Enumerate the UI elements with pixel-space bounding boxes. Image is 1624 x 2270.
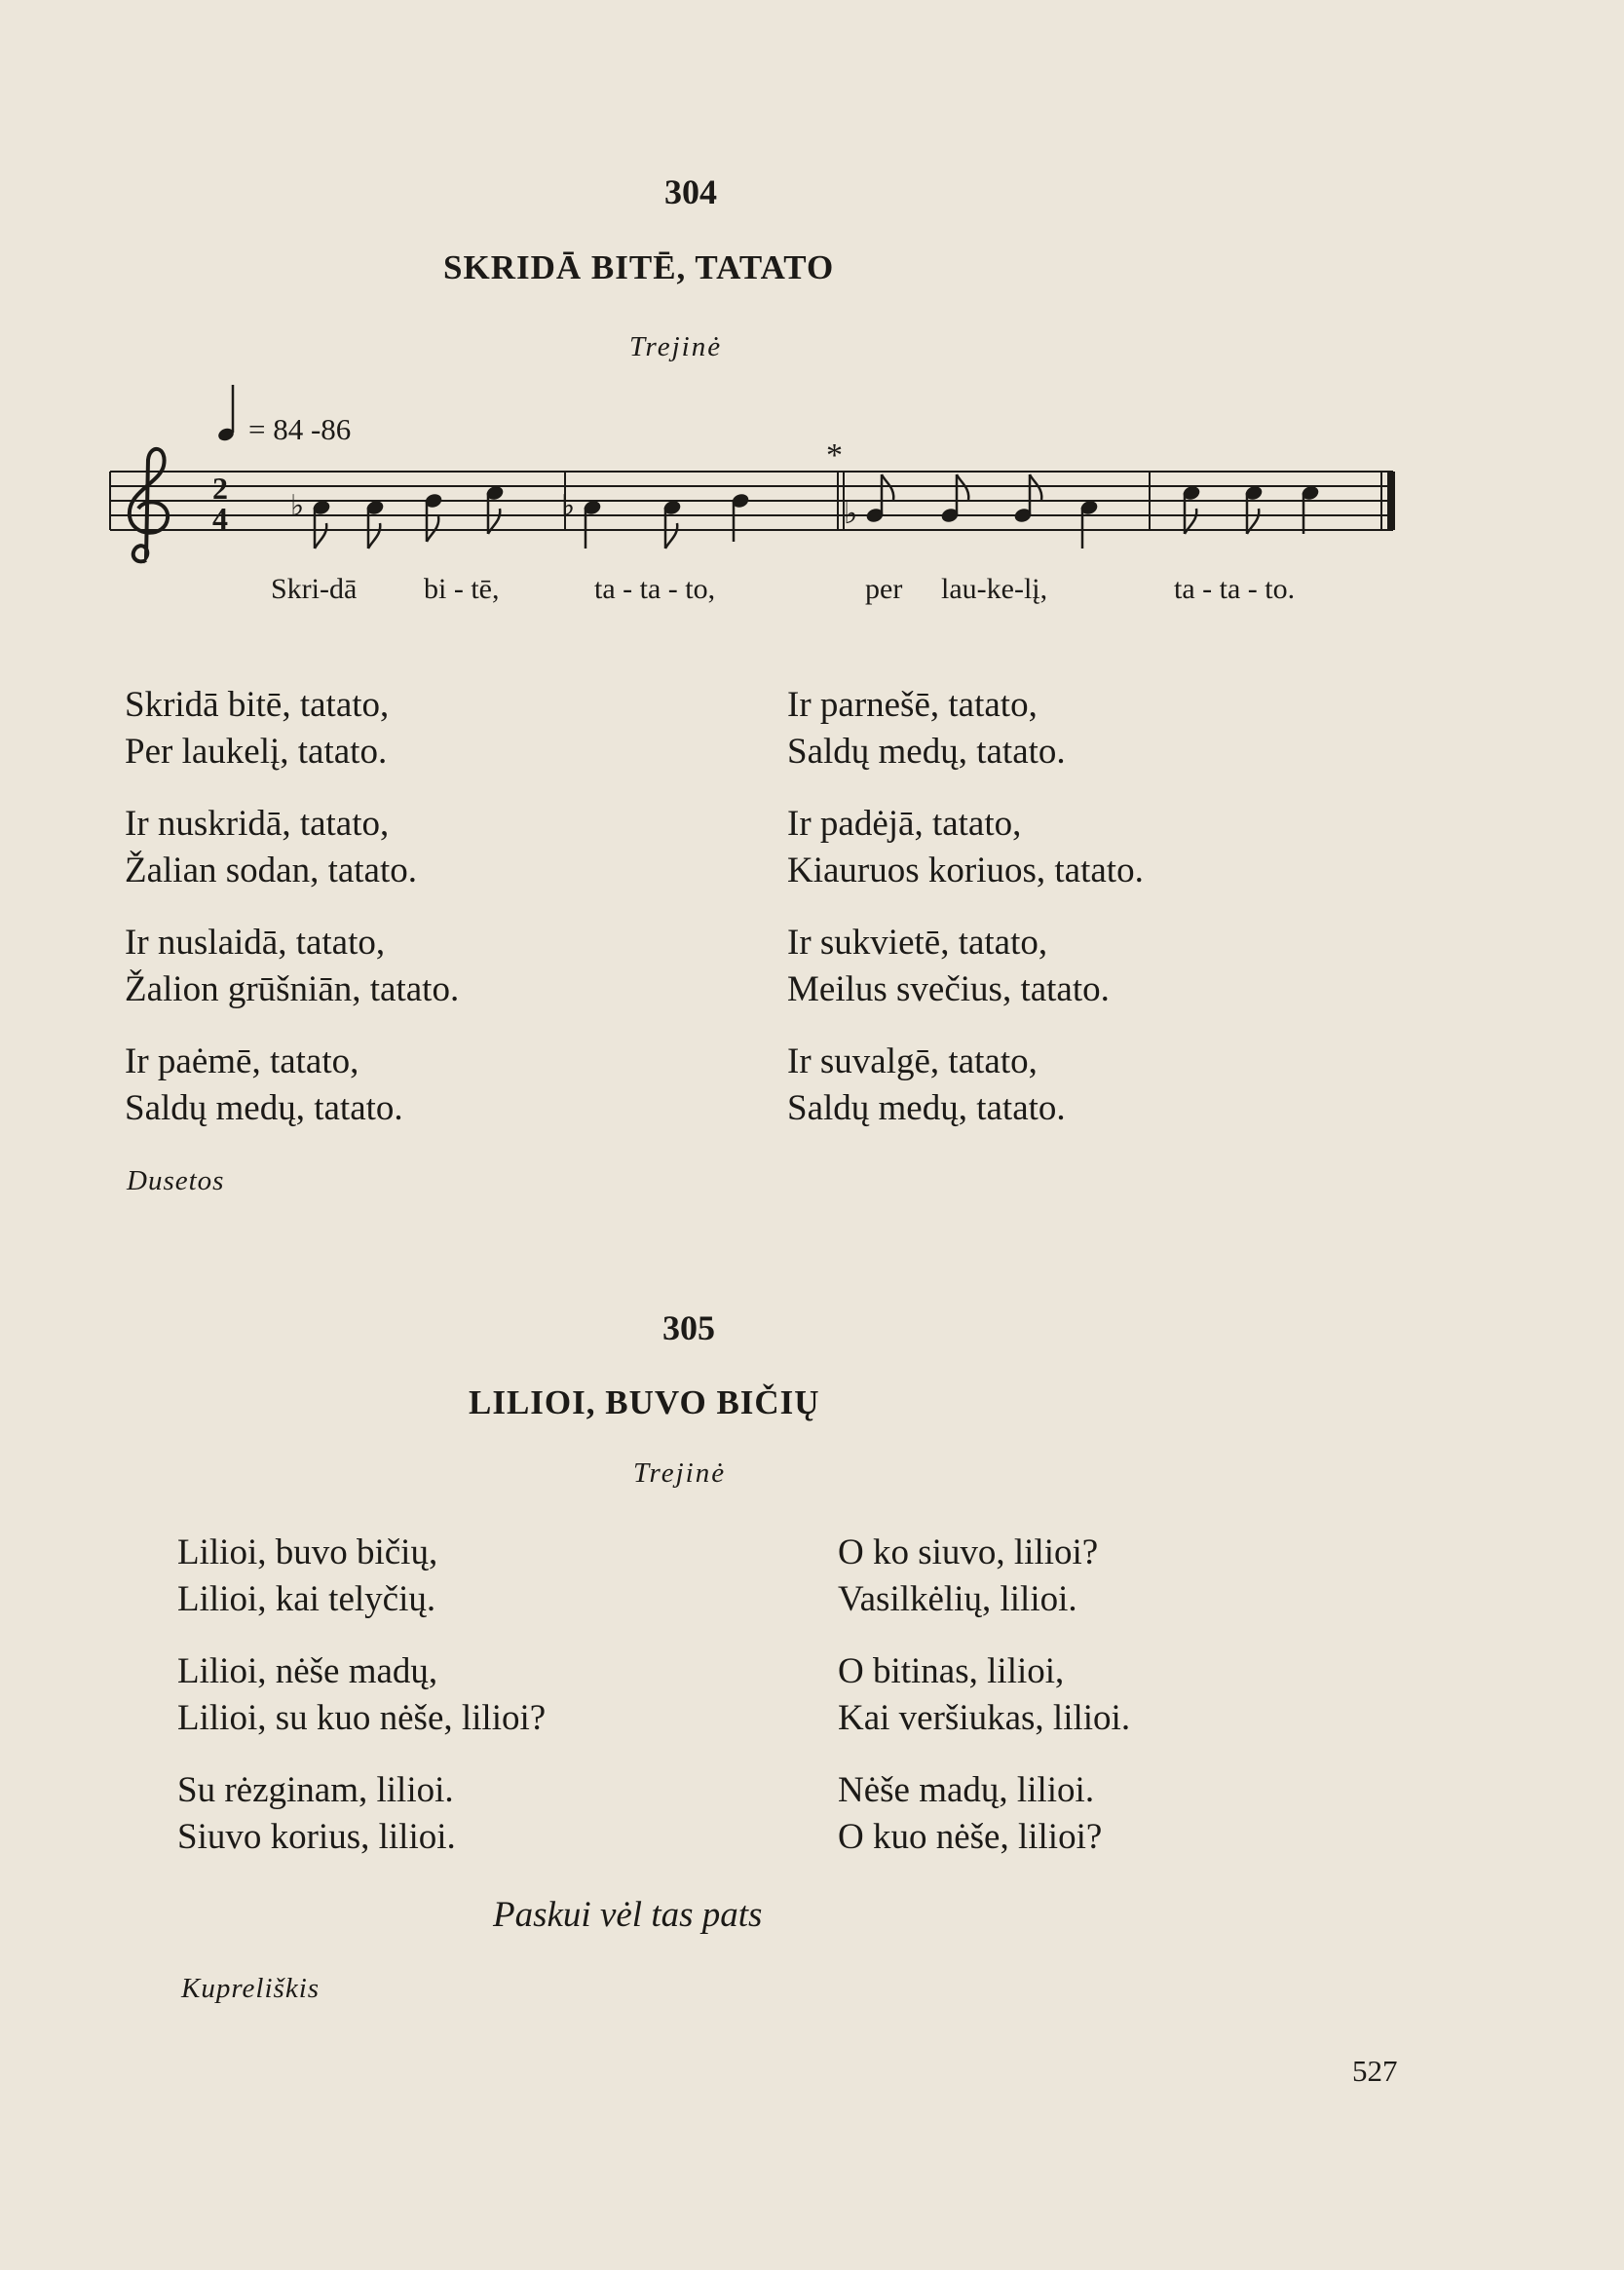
time-sig-bottom: 4 xyxy=(212,501,228,536)
note-3 xyxy=(424,493,442,542)
lyric-line: O bitinas, lilioi, xyxy=(838,1651,1065,1691)
lyric-line: Vasilkėlių, lilioi. xyxy=(838,1579,1077,1619)
lyric-line: Per laukelį, tatato. xyxy=(125,732,388,772)
song-number-305: 305 xyxy=(662,1308,715,1347)
place-304: Dusetos xyxy=(127,1165,225,1196)
note-2 xyxy=(365,500,384,549)
lyric-line: Meilus svečius, tatato. xyxy=(787,969,1110,1009)
lyric-line: Lilioi, su kuo nėše, lilioi? xyxy=(177,1698,547,1738)
underlay-6: ta - ta - to. xyxy=(1174,573,1296,605)
note-7 xyxy=(731,493,749,542)
footnote-asterisk: * xyxy=(826,437,843,473)
svg-text:♭: ♭ xyxy=(561,490,576,522)
lyrics-304-left xyxy=(125,682,459,1157)
note-4 xyxy=(485,485,504,534)
note-8 xyxy=(844,474,893,530)
lyrics-305-left xyxy=(177,1530,546,1886)
tempo-note-icon xyxy=(216,385,235,442)
lyrics-305-right xyxy=(838,1530,1130,1886)
lyric-line: Nėše madų, lilioi. xyxy=(838,1770,1095,1810)
note-11 xyxy=(1079,500,1098,549)
lyric-line: Kiauruos koriuos, tatato. xyxy=(787,851,1144,890)
lyric-line: Ir nuskridā, tatato, xyxy=(125,804,390,844)
lyric-line: Saldų medų, tatato. xyxy=(787,732,1066,772)
treble-clef-icon xyxy=(130,449,168,561)
lyric-line: Lilioi, buvo bičių, xyxy=(177,1532,438,1572)
underlay-4: per xyxy=(865,573,903,605)
song-meter-305: Trejinė xyxy=(633,1457,727,1489)
lyric-line: Ir nuslaidā, tatato, xyxy=(125,923,386,963)
lyric-line: O ko siuvo, lilioi? xyxy=(838,1532,1099,1572)
svg-text:♭: ♭ xyxy=(290,490,305,522)
lyric-line: Lilioi, kai telyčių. xyxy=(177,1579,436,1619)
song-title-304: SKRIDĀ BITĒ, TATATO xyxy=(443,248,835,286)
tempo-marking: = 84 -86 xyxy=(248,412,352,446)
underlay-2: bi - tē, xyxy=(424,573,500,605)
lyric-line: Siuvo korius, lilioi. xyxy=(177,1817,456,1857)
music-staff xyxy=(0,0,1624,624)
lyric-line: Žalion grūšniān, tatato. xyxy=(125,969,460,1009)
refrain-note: Paskui vėl tas pats xyxy=(493,1895,763,1935)
note-14 xyxy=(1301,485,1319,534)
note-12 xyxy=(1182,485,1200,534)
song-number-304: 304 xyxy=(664,172,717,211)
lyric-line: Žalian sodan, tatato. xyxy=(125,851,418,890)
lyric-line: Ir padėjā, tatato, xyxy=(787,804,1022,844)
time-sig-top: 2 xyxy=(212,471,228,506)
lyric-line: Lilioi, nėše madų, xyxy=(177,1651,438,1691)
lyric-line: Su rėzginam, lilioi. xyxy=(177,1770,454,1810)
lyric-line: Ir paėmē, tatato, xyxy=(125,1041,359,1081)
underlay-5: lau-ke-lį, xyxy=(941,573,1048,605)
lyric-line: Kai veršiukas, lilioi. xyxy=(838,1698,1131,1738)
underlay-1: Skri-dā xyxy=(271,573,358,605)
lyric-line: Skridā bitē, tatato, xyxy=(125,685,390,725)
lyric-line: Saldų medų, tatato. xyxy=(787,1088,1066,1128)
page-number: 527 xyxy=(1352,2054,1398,2088)
song-meter-304: Trejinė xyxy=(629,331,723,362)
note-6 xyxy=(662,500,681,549)
lyric-line: Ir sukvietē, tatato, xyxy=(787,923,1048,963)
lyric-line: Saldų medų, tatato. xyxy=(125,1088,403,1128)
lyric-line: Ir parnešē, tatato, xyxy=(787,685,1038,725)
song-title-305: LILIOI, BUVO BIČIŲ xyxy=(469,1383,820,1421)
note-13 xyxy=(1244,485,1263,534)
note-5 xyxy=(561,490,602,549)
place-305: Kupreliškis xyxy=(181,1973,321,2004)
underlay-3: ta - ta - to, xyxy=(594,573,716,605)
note-1 xyxy=(290,490,331,549)
lyrics-304-right xyxy=(787,682,1144,1157)
svg-text:♭: ♭ xyxy=(844,498,858,530)
lyric-line: Ir suvalgē, tatato, xyxy=(787,1041,1038,1081)
lyric-line: O kuo nėše, lilioi? xyxy=(838,1817,1103,1857)
